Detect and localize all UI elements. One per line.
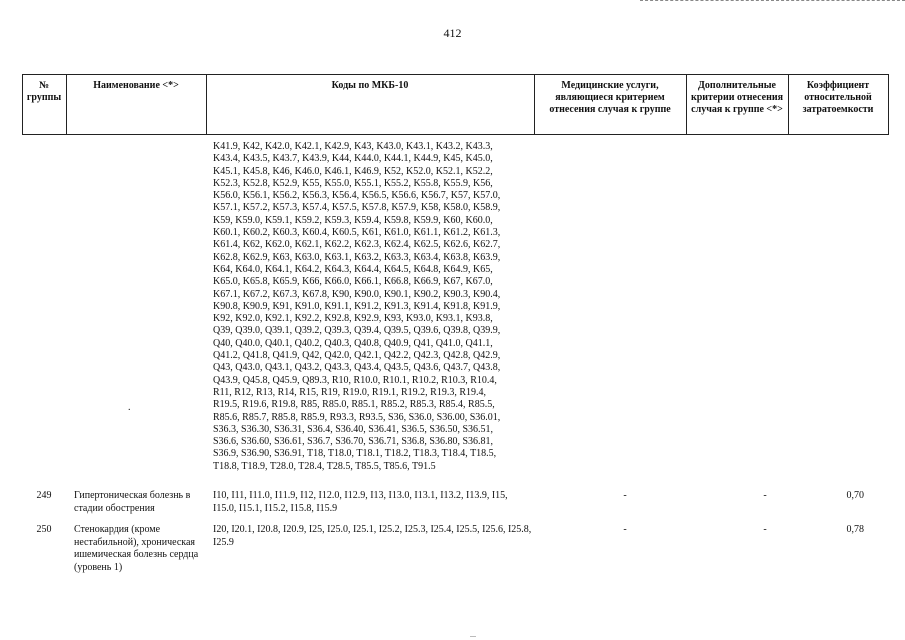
row-249-name: Гипертоническая болезнь в стадии обострения bbox=[74, 490, 191, 514]
codes-line: Q39, Q39.0, Q39.1, Q39.2, Q39.3, Q39.4, Q39.5, Q39.6, Q39.8, Q39.9, bbox=[213, 325, 501, 337]
codes-line: K92, K92.0, K92.1, K92.2, K92.8, K92.9, K93, K93.0, K93.1, K93.8, bbox=[213, 313, 493, 325]
codes-line: K61.4, K62, K62.0, K62.1, K62.2, K62.3, K62.4, K62.5, K62.6, K62.7, bbox=[213, 239, 501, 251]
continuation-codes bbox=[213, 141, 533, 473]
codes-line: R19.5, R19.6, R19.8, R85, R85.0, R85.1, R85.2, R85.3, R85.4, R85.5, bbox=[213, 399, 495, 411]
column-divider-2 bbox=[206, 74, 207, 135]
table-left-border bbox=[22, 74, 23, 135]
row-250-name: Стенокардия (кроме нестабильной), хроническая ишемическая болезнь сердца (уровень 1) bbox=[74, 524, 199, 573]
codes-line: S36.3, S36.30, S36.31, S36.4, S36.40, S36.41, S36.5, S36.50, S36.51, bbox=[213, 423, 494, 435]
codes-line: K57.1, K57.2, K57.3, K57.4, K57.5, K57.8, K57.9, K58, K58.0, K58.9, bbox=[213, 202, 501, 214]
codes-line: Q43.9, Q45.8, Q45.9, Q89.3, R10, R10.0, R10.1, R10.2, R10.3, R10.4, bbox=[213, 374, 497, 386]
row-250-group-no: 250 bbox=[36, 524, 52, 535]
table-right-border bbox=[888, 74, 889, 135]
row-249-extra: - bbox=[763, 490, 767, 501]
codes-line: K45.1, K45.8, K46, K46.0, K46.1, K46.9, K52, K52.0, K52.1, K52.2, bbox=[213, 165, 493, 177]
top-dashed-line bbox=[640, 0, 905, 2]
codes-line: K62.8, K62.9, K63, K63.0, K63.1, K63.2, K63.3, K63.4, K63.8, K63.9, bbox=[213, 251, 501, 263]
row-249-services: - bbox=[623, 490, 627, 501]
codes-line: K41.9, K42, K42.0, K42.1, K42.9, K43, K43.0, K43.1, K43.2, K43.3, bbox=[213, 141, 493, 152]
row-249-group-no: 249 bbox=[36, 490, 52, 501]
row-250-services: - bbox=[623, 524, 627, 535]
table-top-border bbox=[22, 74, 889, 75]
codes-line: K60.1, K60.2, K60.3, K60.4, K60.5, K61, K61.0, K61.1, K61.2, K61.3, bbox=[213, 227, 501, 239]
stray-mark: . bbox=[128, 402, 131, 413]
codes-line: S36.6, S36.60, S36.61, S36.7, S36.70, S36.71, S36.8, S36.80, S36.81, bbox=[213, 436, 494, 448]
row-249-codes: I10, I11, I11.0, I11.9, I12, I12.0, I12.9, I13, I13.0, I13.1, I13.2, I13.9, I15, I15.0, I15.1, I15.2, I15.8, I15.9 bbox=[213, 490, 508, 514]
header-extra-criteria: Дополнительные критерии отнесения случая к группе <*> bbox=[690, 80, 784, 115]
table-header-bottom-border bbox=[22, 134, 889, 135]
codes-line: K59, K59.0, K59.1, K59.2, K59.3, K59.4, K59.8, K59.9, K60, K60.0, bbox=[213, 214, 493, 226]
codes-line: S36.9, S36.90, S36.91, T18, T18.0, T18.1, T18.2, T18.3, T18.4, T18.5, bbox=[213, 448, 497, 460]
codes-line: K64, K64.0, K64.1, K64.2, K64.3, K64.4, K64.5, K64.8, K64.9, K65, bbox=[213, 263, 493, 275]
codes-line: Q41.2, Q41.8, Q41.9, Q42, Q42.0, Q42.1, Q42.2, Q42.3, Q42.8, Q42.9, bbox=[213, 350, 501, 362]
codes-line: R11, R12, R13, R14, R15, R19, R19.0, R19.1, R19.2, R19.3, R19.4, bbox=[213, 386, 486, 398]
column-divider-4 bbox=[686, 74, 687, 135]
codes-line: R85.6, R85.7, R85.8, R85.9, R93.3, R93.5, S36, S36.0, S36.00, S36.01, bbox=[213, 411, 501, 423]
codes-line: Q40, Q40.0, Q40.1, Q40.2, Q40.3, Q40.8, Q40.9, Q41, Q41.0, Q41.1, bbox=[213, 337, 493, 349]
codes-line: T18.8, T18.9, T28.0, T28.4, T28.5, T85.5, T85.6, T91.5 bbox=[213, 460, 436, 472]
header-codes: Коды по МКБ-10 bbox=[331, 80, 409, 91]
codes-line: K56.0, K56.1, K56.2, K56.3, K56.4, K56.5, K56.6, K56.7, K57, K57.0, bbox=[213, 190, 501, 202]
column-divider-5 bbox=[788, 74, 789, 135]
page-number: 412 bbox=[443, 26, 462, 40]
codes-line: K43.4, K43.5, K43.7, K43.9, K44, K44.0, K44.1, K44.9, K45, K45.0, bbox=[213, 153, 493, 165]
column-divider-3 bbox=[534, 74, 535, 135]
bottom-scan-mark bbox=[470, 636, 476, 637]
codes-line: K67.1, K67.2, K67.3, K67.8, K90, K90.0, K90.1, K90.2, K90.3, K90.4, bbox=[213, 288, 501, 300]
codes-line: K90.8, K90.9, K91, K91.0, K91.1, K91.2, K91.3, K91.4, K91.8, K91.9, bbox=[213, 300, 501, 312]
column-divider-1 bbox=[66, 74, 67, 135]
row-250-codes: I20, I20.1, I20.8, I20.9, I25, I25.0, I25.1, I25.2, I25.3, I25.4, I25.5, I25.6, I25.8, I25.9 bbox=[213, 524, 532, 548]
row-250-coefficient: 0,78 bbox=[846, 524, 864, 535]
codes-line: K52.3, K52.8, K52.9, K55, K55.0, K55.1, K55.2, K55.8, K55.9, K56, bbox=[213, 177, 493, 189]
row-250-extra: - bbox=[763, 524, 767, 535]
codes-line: K65.0, K65.8, K65.9, K66, K66.0, K66.1, K66.8, K66.9, K67, K67.0, bbox=[213, 276, 493, 288]
header-group-no: № группы bbox=[26, 80, 62, 103]
row-249-coefficient: 0,70 bbox=[846, 490, 864, 501]
codes-line: Q43, Q43.0, Q43.1, Q43.2, Q43.3, Q43.4, Q43.5, Q43.6, Q43.7, Q43.8, bbox=[213, 362, 501, 374]
header-services: Медицинские услуги, являющиеся критерием отнесения случая к группе bbox=[549, 80, 671, 115]
header-coefficient: Коэффициент относительной затратоемкости bbox=[802, 80, 874, 115]
header-name: Наименование <*> bbox=[93, 80, 179, 91]
